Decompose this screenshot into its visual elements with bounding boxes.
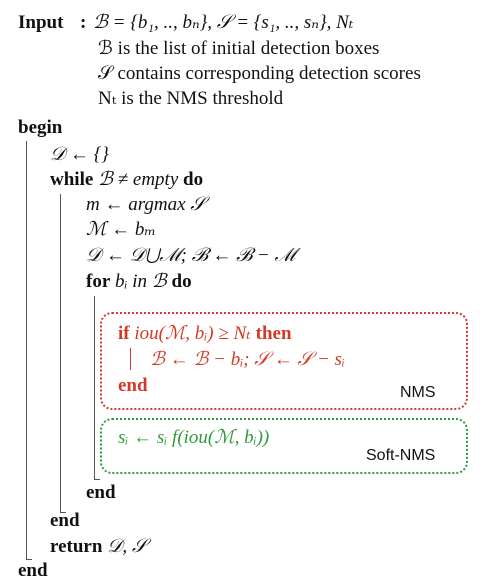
for-keyword: for [86,271,111,292]
then-keyword: then [255,323,292,344]
input-desc-scores: 𝒮 contains corresponding detection scores [98,63,421,84]
if-block-bar [130,348,131,370]
input-desc-boxes: ℬ is the list of initial detection boxes [98,38,380,59]
m-argmax-line: m ← argmax 𝒮 [86,194,206,215]
main-block-bar [26,141,27,559]
while-block-bar [60,194,61,512]
for-variable: bᵢ in ℬ [115,271,167,292]
nms-suppress-line: ℬ ← ℬ − bᵢ; 𝒮 ← 𝒮 − sᵢ [150,349,345,370]
if-condition: iou(ℳ, bᵢ) ≥ Nₜ [134,323,251,344]
input-b-def: ℬ = {b₁, .., bₙ}, [93,12,213,33]
while-empty: empty [132,169,179,190]
for-block-tick [94,479,100,480]
main-end-keyword: end [18,560,48,581]
d-init-line: 𝒟 ← {} [50,144,109,165]
while-end-keyword: end [50,510,80,531]
input-s-def: 𝒮 = {s₁, .., sₙ}, [216,12,332,33]
input-boxes-set [93,11,353,35]
if-end-keyword: end [118,375,148,396]
nms-if-line [118,322,292,346]
for-do: do [171,271,192,292]
M-assign-line: ℳ ← bₘ [86,219,156,240]
begin-keyword: begin [18,117,63,138]
return-keyword: return [50,536,103,557]
soft-nms-update-line: sᵢ ← sᵢ f(iou(ℳ, bᵢ)) [118,427,270,448]
input-desc-threshold: Nₜ is the NMS threshold [98,88,284,109]
while-condition: ℬ ≠ [98,169,129,190]
while-keyword: while [50,169,94,190]
while-do: do [183,169,204,190]
return-line [50,535,147,559]
while-line [50,168,203,192]
D-update-line: 𝒟 ← 𝒟⋃ℳ; ℬ ← ℬ − ℳ [86,245,296,266]
for-block-bar [94,296,95,479]
input-colon: : [80,12,87,33]
input-label: Input [18,12,64,33]
for-end-keyword: end [86,482,116,503]
nms-label: NMS [400,384,436,401]
return-value: 𝒟, 𝒮 [107,536,147,557]
if-keyword: if [118,323,130,344]
for-line [86,270,192,294]
soft-nms-label: Soft-NMS [366,447,436,464]
input-nt-def: Nₜ [336,12,354,33]
